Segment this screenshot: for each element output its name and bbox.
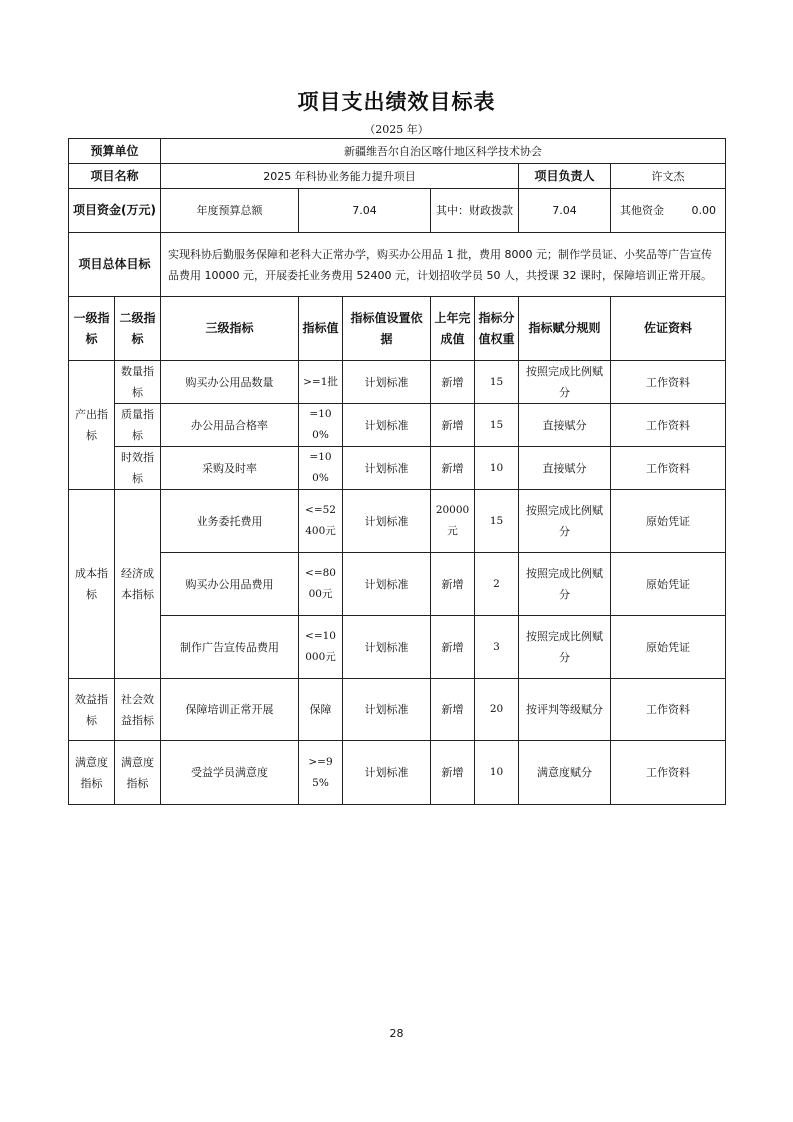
row-value: =100% — [299, 404, 343, 447]
fiscal-label: 其中：财政拨款 — [431, 189, 519, 233]
annual-total-value: 7.04 — [299, 189, 431, 233]
row-value: =100% — [299, 447, 343, 490]
row-basis: 计划标准 — [343, 679, 431, 741]
row-weight: 10 — [475, 741, 519, 805]
group-benefit: 效益指标 — [69, 679, 115, 741]
row-value: <=52400元 — [299, 490, 343, 553]
row-value: <=10000元 — [299, 616, 343, 679]
owner-value: 许文杰 — [611, 164, 726, 189]
row-l2: 数量指标 — [115, 361, 161, 404]
row-weight: 15 — [475, 361, 519, 404]
row-l3: 采购及时率 — [161, 447, 299, 490]
annual-total-label: 年度预算总额 — [161, 189, 299, 233]
table-row — [69, 679, 726, 741]
row-prev: 新增 — [431, 361, 475, 404]
goal-label: 项目总体目标 — [69, 233, 161, 297]
row-basis: 计划标准 — [343, 447, 431, 490]
header-prev: 上年完成值 — [431, 297, 475, 361]
row-l3: 办公用品合格率 — [161, 404, 299, 447]
group-cost: 成本指标 — [69, 490, 115, 679]
group-output: 产出指标 — [69, 361, 115, 490]
project-name-value: 2025 年科协业务能力提升项目 — [161, 164, 519, 189]
header-weight: 指标分值权重 — [475, 297, 519, 361]
header-basis: 指标值设置依据 — [343, 297, 431, 361]
row-prev: 20000元 — [431, 490, 475, 553]
table-row — [69, 404, 726, 447]
row-rule: 按照完成比例赋分 — [519, 553, 611, 616]
year-subtitle: （2025 年） — [364, 123, 429, 136]
other-funds-label: 其他资金 — [620, 204, 665, 217]
row-value: 保障 — [299, 679, 343, 741]
table-row — [69, 616, 726, 679]
table-row — [69, 553, 726, 616]
table-row — [69, 361, 726, 404]
row-weight: 2 — [475, 553, 519, 616]
row-l3: 保障培训正常开展 — [161, 679, 299, 741]
other-funds-cell — [611, 189, 726, 233]
row-l2: 时效指标 — [115, 447, 161, 490]
row-basis: 计划标准 — [343, 361, 431, 404]
header-level1: 一级指标 — [69, 297, 115, 361]
row-evidence: 工作资料 — [611, 361, 726, 404]
row-l3: 购买办公用品数量 — [161, 361, 299, 404]
row-basis: 计划标准 — [343, 741, 431, 805]
table-row — [69, 447, 726, 490]
row-prev: 新增 — [431, 404, 475, 447]
row-evidence: 工作资料 — [611, 679, 726, 741]
header-level3: 三级指标 — [161, 297, 299, 361]
row-basis: 计划标准 — [343, 404, 431, 447]
row-weight: 3 — [475, 616, 519, 679]
table-row — [69, 490, 726, 553]
header-rule: 指标赋分规则 — [519, 297, 611, 361]
row-l2: 经济成本指标 — [115, 490, 161, 679]
page-number: 28 — [389, 1027, 404, 1040]
row-weight: 20 — [475, 679, 519, 741]
row-rule: 按照完成比例赋分 — [519, 490, 611, 553]
row-value: >=95% — [299, 741, 343, 805]
row-prev: 新增 — [431, 679, 475, 741]
budget-unit-label: 预算单位 — [69, 139, 161, 164]
row-l3: 购买办公用品费用 — [161, 553, 299, 616]
group-satisfaction: 满意度指标 — [69, 741, 115, 805]
fiscal-value: 7.04 — [519, 189, 611, 233]
page-title: 项目支出绩效目标表 — [297, 90, 496, 114]
row-rule: 按照完成比例赋分 — [519, 616, 611, 679]
performance-table — [68, 138, 726, 805]
row-value: >=1批 — [299, 361, 343, 404]
row-evidence: 原始凭证 — [611, 490, 726, 553]
row-evidence: 工作资料 — [611, 741, 726, 805]
row-weight: 15 — [475, 490, 519, 553]
project-name-label: 项目名称 — [69, 164, 161, 189]
row-value: <=8000元 — [299, 553, 343, 616]
row-evidence: 工作资料 — [611, 404, 726, 447]
row-evidence: 原始凭证 — [611, 553, 726, 616]
budget-unit-value: 新疆维吾尔自治区喀什地区科学技术协会 — [161, 139, 726, 164]
row-prev: 新增 — [431, 447, 475, 490]
row-l2: 社会效益指标 — [115, 679, 161, 741]
row-rule: 直接赋分 — [519, 447, 611, 490]
row-rule: 满意度赋分 — [519, 741, 611, 805]
goal-text: 实现科协后勤服务保障和老科大正常办学，购买办公用品 1 批，费用 8000 元；制作学员证、小奖品等广告宣传品费用 10000 元，开展委托业务费用 52400 元，计划招收学员 50 人，共授课 32 课时，保障培训正常开展。 — [161, 233, 726, 297]
row-prev: 新增 — [431, 741, 475, 805]
row-evidence: 原始凭证 — [611, 616, 726, 679]
other-funds-value: 0.00 — [691, 204, 717, 217]
row-l2: 满意度指标 — [115, 741, 161, 805]
header-evidence: 佐证资料 — [611, 297, 726, 361]
row-l3: 受益学员满意度 — [161, 741, 299, 805]
row-basis: 计划标准 — [343, 616, 431, 679]
row-weight: 15 — [475, 404, 519, 447]
header-value: 指标值 — [299, 297, 343, 361]
row-basis: 计划标准 — [343, 553, 431, 616]
row-rule: 按评判等级赋分 — [519, 679, 611, 741]
funds-label: 项目资金(万元) — [69, 189, 161, 233]
row-l3: 业务委托费用 — [161, 490, 299, 553]
row-basis: 计划标准 — [343, 490, 431, 553]
row-weight: 10 — [475, 447, 519, 490]
row-l2: 质量指标 — [115, 404, 161, 447]
row-prev: 新增 — [431, 616, 475, 679]
row-evidence: 工作资料 — [611, 447, 726, 490]
row-rule: 按照完成比例赋分 — [519, 361, 611, 404]
row-prev: 新增 — [431, 553, 475, 616]
table-row — [69, 741, 726, 805]
header-level2: 二级指标 — [115, 297, 161, 361]
row-rule: 直接赋分 — [519, 404, 611, 447]
row-l3: 制作广告宣传品费用 — [161, 616, 299, 679]
owner-label: 项目负责人 — [519, 164, 611, 189]
